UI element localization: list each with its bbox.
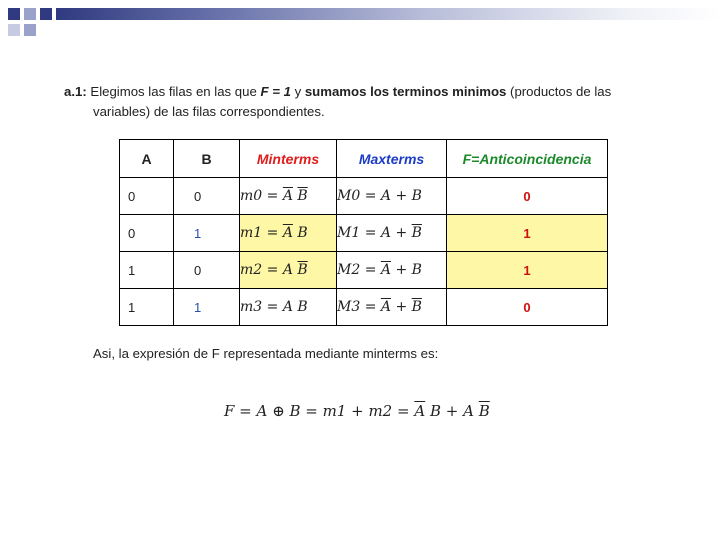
cell-maxterm: $M1 = A + \overline{B}$ [337,215,447,252]
cell-minterm: $m0 = \overline{A}$ $\overline{B}$ [240,178,337,215]
corner-square-1 [8,8,20,20]
minterm-name: m0 [240,188,263,204]
corner-square-5 [8,24,20,36]
minterm-var-a: A [282,262,293,278]
table-row [120,215,608,252]
header-b: B [174,140,240,178]
truth-table [119,139,608,326]
minterm-var-a: A [282,299,293,315]
cell-f: 1 [447,252,608,289]
cell-maxterm: M0 = A + B [337,178,447,215]
cell-minterm: $m1 = \overline{A}$ B [240,215,337,252]
minterm-var-b: $\overline{B}$ [297,262,308,278]
table-row [120,289,608,326]
maxterm-expr: A + B [380,188,422,204]
cell-b: 1 [174,215,240,252]
cell-minterm: m2 = A $\overline{B}$ [240,252,337,289]
cell-b: 1 [174,289,240,326]
maxterm-name: M0 [337,188,361,204]
maxterm-name: M3 [337,299,361,315]
intro-text-b: y [294,84,302,99]
cell-f: 1 [447,215,608,252]
table-header-row [120,140,608,178]
header-minterms: Minterms [240,140,337,178]
cell-minterm: m3 = A B [240,289,337,326]
minterm-formula [224,402,490,420]
cell-b: 0 [174,252,240,289]
formula-lhs: F = A ⊕ B = m1 + m2 = [224,402,410,420]
table-row [120,252,608,289]
cell-maxterm: $M3 = \overline{A} + \overline{B}$ [337,289,447,326]
corner-square-4 [24,24,36,36]
formula-term1-b: B [429,402,441,420]
cell-a: 0 [120,178,174,215]
intro-bold-sum: sumamos los terminos minimos [304,84,507,99]
intro-line-1 [64,82,674,102]
maxterm-var-a-neg: $\overline{A}$ [380,262,392,278]
formula-term2-b: $\overline{B}$ [478,402,490,420]
intro-bold-f: F = 1 [260,84,291,99]
maxterm-var-a-neg: $\overline{A}$ [380,299,392,315]
maxterm-name: M1 [337,225,361,241]
top-gradient-bar [56,8,720,20]
intro-text-c: (productos de las [510,84,612,99]
formula-term1-a: $\overline{A}$ [414,402,426,420]
cell-b: 0 [174,178,240,215]
intro-text-a: Elegimos las filas en las que [90,84,257,99]
corner-square-2 [24,8,36,20]
maxterm-name: M2 [337,262,361,278]
maxterm-var-b-neg: $\overline{B}$ [411,299,422,315]
cell-a: 1 [120,289,174,326]
cell-a: 0 [120,215,174,252]
minterm-name: m3 [240,299,263,315]
formula-term2-a: A [463,402,474,420]
minterm-var-a: $\overline{A}$ [282,225,293,241]
minterm-var-b: B [297,299,308,315]
minterm-var-b: $\overline{B}$ [297,188,308,204]
corner-square-3 [40,8,52,20]
minterm-name: m1 [240,225,263,241]
conclusion-text: Asi, la expresión de F representada mediante minterms es: [93,346,439,361]
minterm-var-a: $\overline{A}$ [282,188,293,204]
cell-f: 0 [447,178,608,215]
corner-decoration [0,0,60,44]
intro-label: a.1: [64,84,87,99]
intro-line-2: variables) de las filas correspondientes. [93,104,325,119]
cell-f: 0 [447,289,608,326]
header-maxterms: Maxterms [337,140,447,178]
intro-paragraph [64,82,674,122]
cell-a: 1 [120,252,174,289]
header-f: F=Anticoincidencia [447,140,608,178]
formula-plus: + [445,402,459,420]
cell-maxterm: $M2 = \overline{A} + B$ [337,252,447,289]
header-a: A [120,140,174,178]
maxterm-var-b-neg: $\overline{B}$ [411,225,422,241]
table-row [120,178,608,215]
minterm-name: m2 [240,262,263,278]
minterm-var-b: B [297,225,308,241]
